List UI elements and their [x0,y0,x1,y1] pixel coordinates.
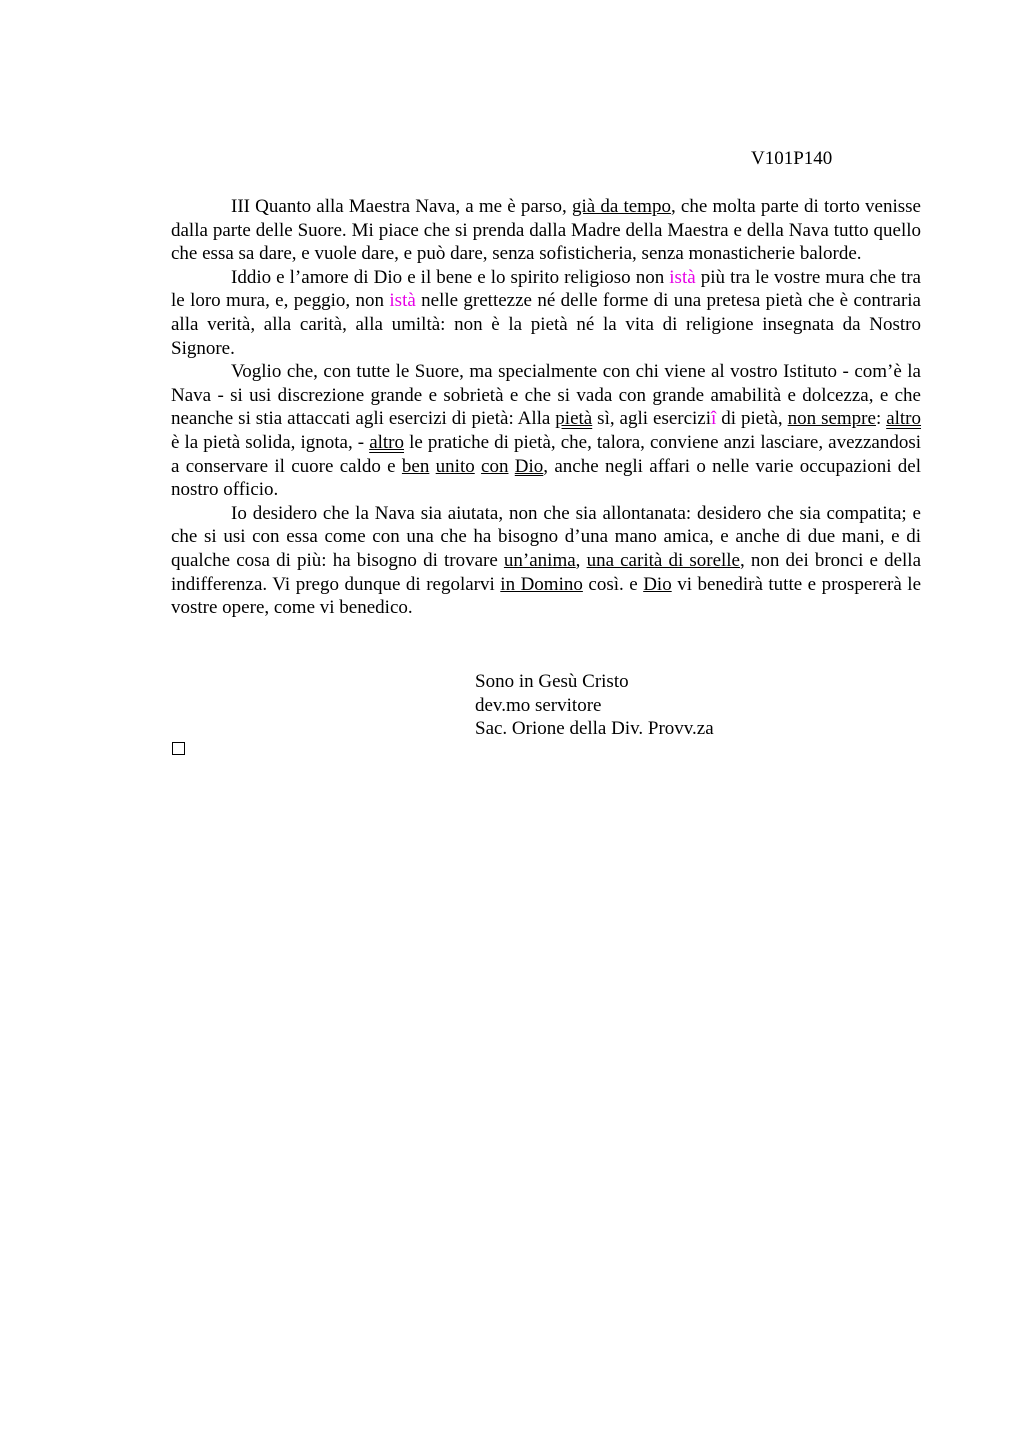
page-id: V101P140 [751,148,833,169]
signature-title: dev.mo servitore [475,694,602,716]
paragraph-1: III Quanto alla Maestra Nava, a me è parso, già da tempo, che molta parte di torto venisse dalla parte delle Suore. Mi piace che si prenda dalla Madre della Maestra e della Nava tutto quello che essa sa dare, e vuole dare, e può dare, senza sofisticheria, senza monasticherie balorde. [171,196,921,265]
highlighted-text: î [711,408,717,430]
double-underlined-text: Dio [514,455,544,477]
underlined-text: con [481,455,509,477]
underlined-text: già da tempo [571,196,671,217]
highlighted-text: istà [389,290,416,312]
double-underlined-text: altro [369,431,405,453]
underlined-text: una carità di sorelle [586,549,740,571]
underlined-text: un’anima [503,549,576,571]
paragraph-4: Io desidero che la Nava sia aiutata, non che sia allontanata: desidero che sia compatita; e che si usi con essa come con una che ha bisogno d’una mano amica, e anche di due mani, e di qualche cosa di più: ha bisogno di trovare un’anima, una carità di sorelle, non dei bronci e della indifferenza. Vi prego dunque di regolarvi in Domino così. e Dio vi benedirà tutte e prospererà le vostre opere, come vi benedico. [171,502,922,619]
signature-block [475,670,714,741]
underlined-text: Dio [643,573,672,595]
underlined-text: unito [435,455,475,477]
highlighted-text: istà [669,266,696,288]
underlined-text: non sempre [787,408,876,430]
paragraph-2: Iddio e l’amore di Dio e il bene e lo spirito religioso non istà più tra le vostre mura che tra le loro mura, e, peggio, non istà nelle grettezze né delle forme di una pretesa pietà che è contraria alla verità, alla carità, alla umiltà: non è la pietà né la vita di religione insegnata da Nostro Signore. [171,266,921,359]
paragraph-3: Voglio che, con tutte le Suore, ma specialmente con chi viene al vostro Istituto - com’è la Nava - si usi discrezione grande e sobrietà e che si vada con grande amabilità e dolcezza, e che neanche si stia attaccati agli esercizi di pietà: Alla pietà sì, agli eserciziî di pietà, non sempre: altro è la pietà solida, ignota, - altro le pratiche di pietà, che, talora, conviene anzi lasciare, avezzandosi a conservare il cuore caldo e ben unito con Dio, anche negli affari o nelle varie occupazioni del nostro officio. [171,361,922,501]
empty-square-icon [172,742,185,755]
double-underlined-text: pietà [555,408,593,430]
underlined-text: in Domino [500,573,583,595]
signature-closing: Sono in Gesù Cristo [475,671,629,692]
letter-body [171,195,921,620]
double-underlined-text: altro [886,408,922,430]
signature-name: Sac. Orione della Div. Provv.za [475,718,714,740]
underlined-text: ben [401,455,430,477]
